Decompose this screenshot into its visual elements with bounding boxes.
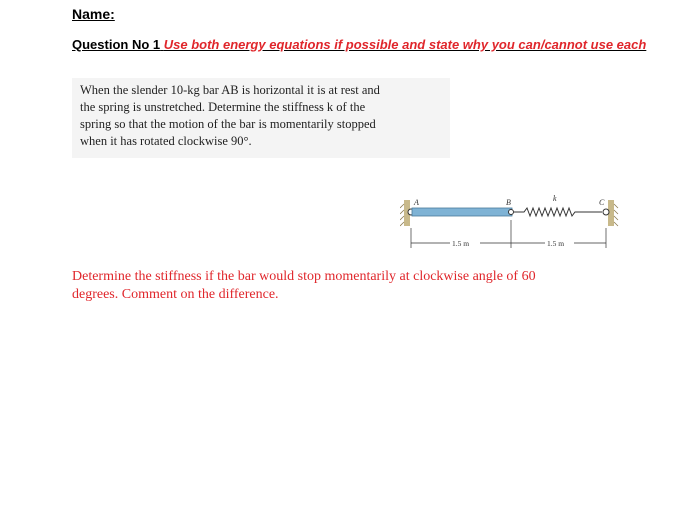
left-hatch [400,204,404,226]
bar-ab [412,208,512,216]
problem-line: the spring is unstretched. Determine the stiffness k of the [80,100,366,114]
question-number: Question No 1 [72,37,161,52]
question-heading [72,36,662,53]
dim-label-bc: 1.5 m [547,239,565,248]
followup-line: degrees. Comment on the difference. [72,287,279,302]
label-c: C [599,198,605,207]
followup-question [72,268,640,304]
pin-b [509,210,514,215]
dim-label-ab: 1.5 m [452,239,470,248]
problem-line: spring so that the motion of the bar is momentarily stopped [80,117,376,131]
bar-spring-diagram [400,190,630,250]
label-a: A [414,198,419,207]
question-instruction: Use both energy equations if possible and state why you can/cannot use each [163,37,647,52]
label-k: k [553,194,557,203]
problem-line: when it has rotated clockwise 90°. [80,134,252,148]
label-b: B [506,198,511,207]
right-hatch [614,204,618,226]
spring [514,208,602,216]
pin-c [603,209,609,215]
problem-statement [80,82,442,150]
problem-line: When the slender 10-kg bar AB is horizontal it is at rest and [80,83,380,97]
followup-line: Determine the stiffness if the bar would stop momentarily at clockwise angle of 60 [72,269,536,284]
name-label: Name: [72,6,115,22]
problem-statement-box [72,78,450,158]
